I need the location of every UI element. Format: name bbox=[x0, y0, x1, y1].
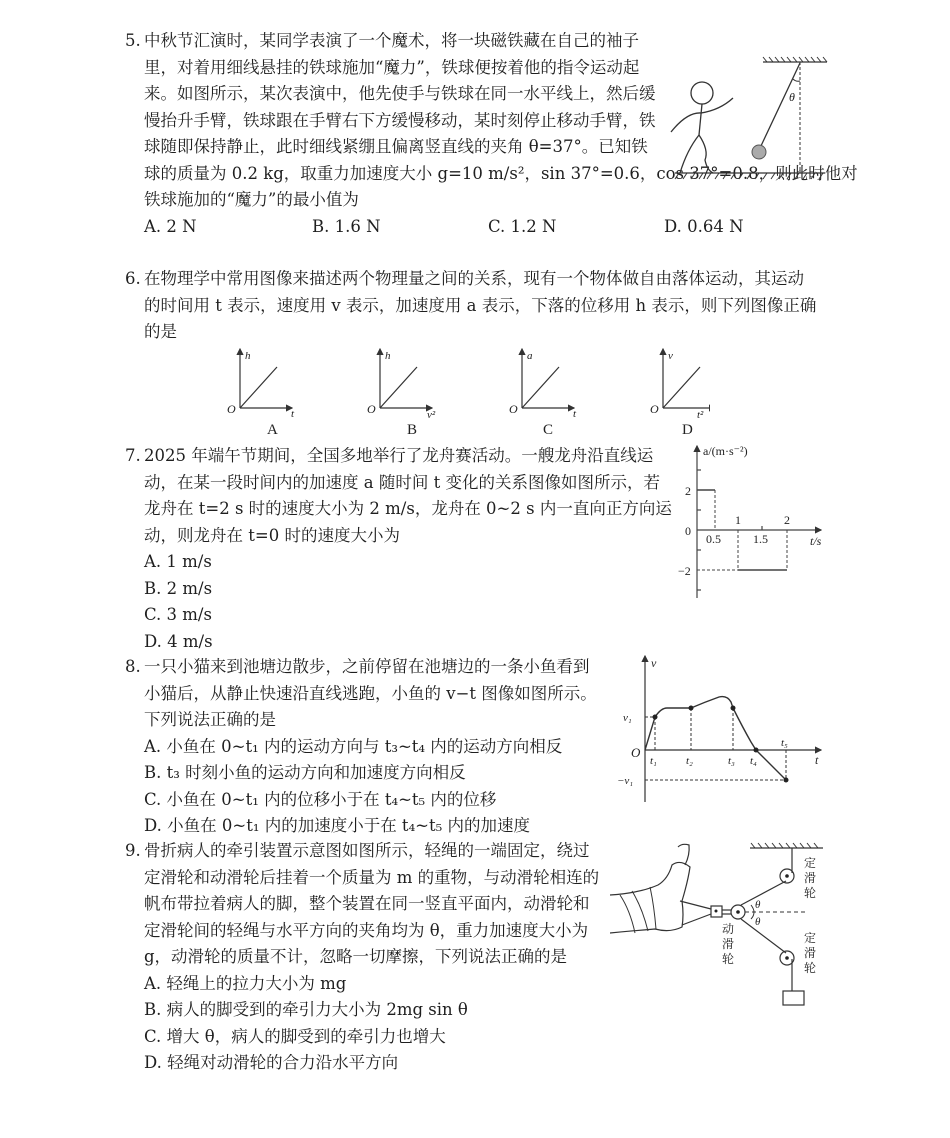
fixed-pulley-label-top bbox=[804, 856, 816, 900]
ceiling-hatch bbox=[763, 57, 827, 62]
svg-text:t: t bbox=[291, 408, 295, 420]
question-6-line-2: 的时间用 t 表示，速度用 v 表示，加速度用 a 表示，下落的位移用 h 表示，则下列图像正确 bbox=[144, 295, 817, 315]
question-number: 5. bbox=[125, 31, 141, 50]
option-c[interactable]: C. 增大 θ，病人的脚受到的牵引力也增大 bbox=[144, 1026, 446, 1046]
svg-text:定: 定 bbox=[804, 931, 817, 945]
option-c[interactable]: C. 小鱼在 0~t₁ 内的位移小于在 t₄~t₅ 内的位移 bbox=[144, 789, 497, 809]
question-8-line-1: 8. 一只小猫来到池塘边散步，之前停留在池塘边的一条小鱼看到 bbox=[125, 654, 597, 681]
svg-text:a: a bbox=[527, 350, 533, 362]
question-7 bbox=[125, 443, 672, 655]
x-axis-label: t/s bbox=[810, 534, 822, 548]
svg-text:−2: −2 bbox=[678, 564, 691, 578]
svg-text:O: O bbox=[650, 402, 659, 416]
svg-text:轮: 轮 bbox=[804, 961, 817, 975]
svg-text:h: h bbox=[385, 350, 391, 362]
graph-label: D bbox=[682, 422, 693, 438]
option-b[interactable]: B. 1.6 N bbox=[312, 216, 381, 236]
svg-text:t: t bbox=[573, 408, 577, 420]
svg-text:t₃: t₃ bbox=[728, 755, 735, 767]
question-5-line-7: 铁球施加的“魔力”的最小值为 bbox=[144, 190, 359, 209]
option-c[interactable]: C. 3 m/s bbox=[144, 605, 212, 624]
svg-text:v²: v² bbox=[427, 409, 436, 421]
question-number: 9. bbox=[125, 841, 141, 860]
question-5-line-3: 来。如图所示，某次表演中，他先使手与铁球在同一水平线上，然后缓 bbox=[144, 84, 656, 103]
svg-text:t₂: t₂ bbox=[686, 755, 693, 767]
svg-text:动: 动 bbox=[722, 922, 735, 936]
question-7-line-3: 龙舟在 t=2 s 时的速度大小为 2 m/s，龙舟在 0~2 s 内一直向正方向运 bbox=[144, 499, 672, 518]
svg-text:O: O bbox=[509, 402, 518, 416]
option-d[interactable]: D. 0.64 N bbox=[664, 216, 744, 236]
question-number: 8. bbox=[125, 657, 141, 676]
svg-text:轮: 轮 bbox=[804, 886, 817, 900]
question-6-line-1: 6. 在物理学中常用图像来描述两个物理量之间的关系，现有一个物体做自由落体运动，其运动 bbox=[125, 266, 816, 293]
svg-text:2: 2 bbox=[784, 513, 790, 527]
question-number: 6. bbox=[125, 269, 141, 288]
svg-text:轮: 轮 bbox=[722, 952, 735, 966]
svg-text:t₄: t₄ bbox=[750, 755, 757, 767]
option-d[interactable]: D. 轻绳对动滑轮的合力沿水平方向 bbox=[144, 1053, 399, 1072]
question-6-line-3: 的是 bbox=[144, 322, 177, 341]
question-5-options bbox=[125, 214, 858, 241]
svg-text:−v₁: −v₁ bbox=[617, 775, 634, 787]
svg-text:t₁: t₁ bbox=[650, 755, 657, 767]
svg-text:0: 0 bbox=[685, 524, 691, 538]
question-9-line-4: 定滑轮间的轻绳与水平方向的夹角均为 θ，重力加速度大小为 bbox=[144, 920, 589, 940]
question-7-line-4: 动，则龙舟在 t=0 时的速度大小为 bbox=[144, 525, 400, 545]
fixed-pulley-label-bottom bbox=[804, 931, 816, 975]
svg-text:定: 定 bbox=[804, 856, 817, 870]
question-9 bbox=[125, 838, 599, 1077]
option-d[interactable]: D. 4 m/s bbox=[144, 631, 213, 651]
svg-text:O: O bbox=[367, 402, 376, 416]
svg-text:1: 1 bbox=[735, 513, 741, 527]
velocity-time-graph bbox=[615, 650, 840, 825]
svg-text:滑: 滑 bbox=[804, 946, 817, 960]
option-a[interactable]: A. 2 N bbox=[144, 216, 197, 236]
question-8-line-3: 下列说法正确的是 bbox=[144, 710, 276, 729]
question-9-line-3: 帆布带拉着病人的脚，整个装置在同一竖直平面内，动滑轮和 bbox=[144, 894, 590, 913]
svg-text:v: v bbox=[668, 350, 673, 362]
question-7-line-2: 动，在某一段时间内的加速度 a 随时间 t 变化的关系图像如图所示，若 bbox=[144, 472, 660, 492]
svg-text:0.5: 0.5 bbox=[706, 532, 721, 546]
question-5-line-4: 慢抬升手臂，铁球跟在手臂右下方缓慢移动，某时刻停止移动手臂，铁 bbox=[144, 110, 656, 130]
question-9-line-1: 9. 骨折病人的牵引装置示意图如图所示，轻绳的一端固定，绕过 bbox=[125, 838, 599, 865]
magnet-pendulum-figure bbox=[665, 0, 840, 185]
q6-graphs bbox=[220, 345, 710, 440]
svg-text:2: 2 bbox=[685, 484, 691, 498]
svg-text:t₅: t₅ bbox=[781, 737, 788, 749]
option-a[interactable]: A. 小鱼在 0~t₁ 内的运动方向与 t₃~t₄ 内的运动方向相反 bbox=[144, 736, 563, 756]
graph-label: B bbox=[407, 422, 418, 438]
angle-label: θ bbox=[789, 90, 795, 104]
option-b[interactable]: B. t₃ 时刻小鱼的运动方向和加速度方向相反 bbox=[144, 763, 466, 782]
question-5-line-1: 5. 中秋节汇演时，某同学表演了一个魔术，将一块磁铁藏在自己的袖子 bbox=[125, 28, 858, 55]
svg-text:h: h bbox=[245, 350, 251, 362]
question-number: 7. bbox=[125, 446, 141, 465]
question-5-line-2: 里，对着用细线悬挂的铁球施加“魔力”，铁球便按着他的指令运动起 bbox=[144, 57, 640, 77]
question-8 bbox=[125, 654, 597, 840]
option-a[interactable]: A. 1 m/s bbox=[144, 552, 212, 571]
svg-text:O: O bbox=[227, 402, 236, 416]
svg-text:θ: θ bbox=[755, 899, 761, 911]
svg-text:t: t bbox=[815, 753, 819, 767]
option-c[interactable]: C. 1.2 N bbox=[488, 216, 557, 236]
question-5-line-5: 球随即保持静止，此时细线紧绷且偏离竖直线的夹角 θ=37°。已知铁 bbox=[144, 137, 648, 156]
question-8-line-2: 小猫后，从静止快速沿直线逃跑，小鱼的 v−t 图像如图所示。 bbox=[144, 683, 597, 703]
question-7-line-1: 7. 2025 年端午节期间，全国多地举行了龙舟赛活动。一艘龙舟沿直线运 bbox=[125, 443, 672, 470]
question-6 bbox=[125, 266, 816, 346]
question-9-line-5: g，动滑轮的质量不计，忽略一切摩擦，下列说法正确的是 bbox=[144, 947, 568, 966]
svg-text:O: O bbox=[631, 745, 641, 760]
svg-text:v₁: v₁ bbox=[623, 712, 632, 724]
iron-ball bbox=[752, 145, 766, 159]
acceleration-time-graph bbox=[665, 440, 840, 605]
option-d[interactable]: D. 小鱼在 0~t₁ 内的加速度小于在 t₄~t₅ 内的加速度 bbox=[144, 816, 530, 835]
question-5-line-6: 球的质量为 0.2 kg，取重力加速度大小 g=10 m/s²，sin 37°=0.6，cos 37°=0.8，则此时他对 bbox=[144, 163, 858, 183]
svg-text:t²: t² bbox=[697, 409, 704, 421]
svg-text:θ: θ bbox=[755, 916, 761, 928]
svg-text:滑: 滑 bbox=[722, 937, 735, 951]
traction-device-figure bbox=[610, 835, 840, 1015]
svg-text:滑: 滑 bbox=[804, 871, 817, 885]
option-b[interactable]: B. 病人的脚受到的牵引力大小为 2mg sin θ bbox=[144, 1000, 468, 1019]
option-a[interactable]: A. 轻绳上的拉力大小为 mg bbox=[144, 973, 347, 993]
svg-text:1.5: 1.5 bbox=[753, 532, 768, 546]
movable-pulley-label bbox=[722, 921, 734, 966]
y-axis-label: a/(m·s⁻²) bbox=[703, 444, 748, 458]
graph-label: C bbox=[543, 422, 554, 438]
option-b[interactable]: B. 2 m/s bbox=[144, 578, 213, 598]
graph-label: A bbox=[267, 422, 278, 438]
svg-text:v: v bbox=[651, 656, 657, 670]
question-9-line-2: 定滑轮和动滑轮后挂着一个质量为 m 的重物，与动滑轮相连的 bbox=[144, 867, 600, 887]
